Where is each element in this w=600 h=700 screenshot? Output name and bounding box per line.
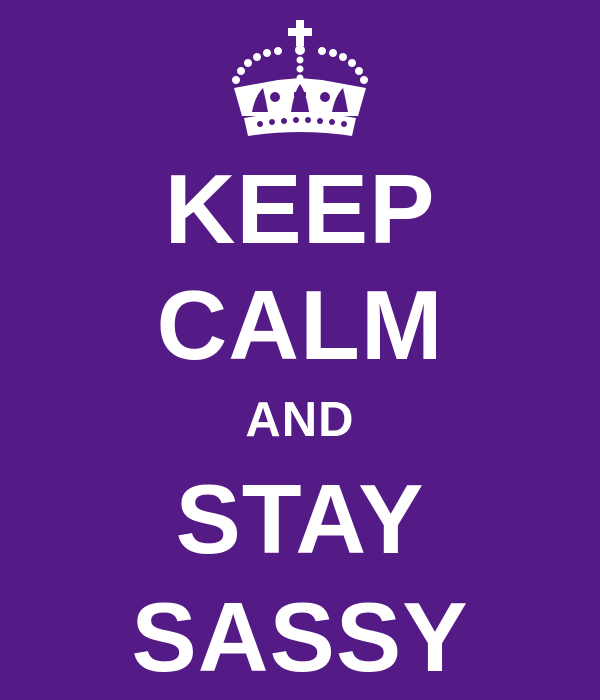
poster-line-stay: STAY bbox=[175, 464, 425, 574]
poster-line-and: AND bbox=[245, 393, 355, 447]
poster-line-keep: KEEP bbox=[164, 154, 436, 264]
poster-line-sassy: SASSY bbox=[131, 582, 469, 692]
crown-icon bbox=[228, 18, 372, 142]
poster-line-calm: CALM bbox=[156, 270, 444, 380]
